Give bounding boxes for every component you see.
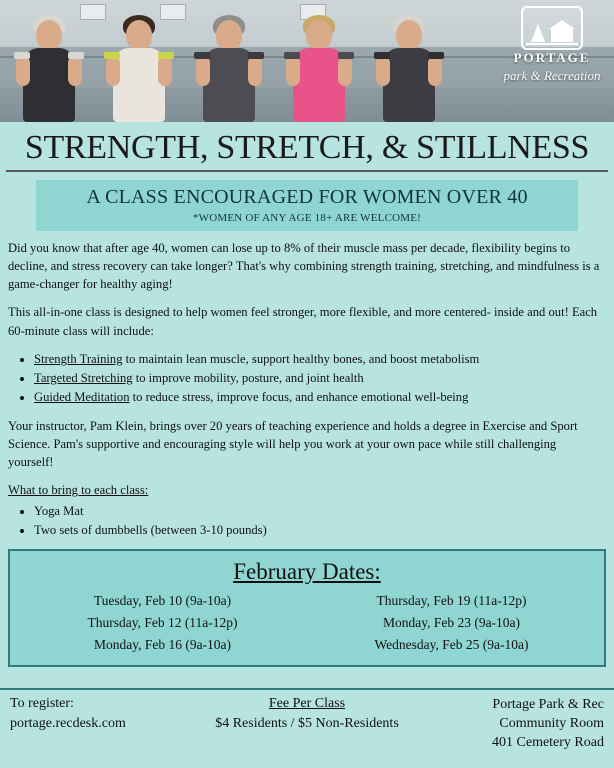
ground-line <box>526 43 578 45</box>
arm <box>16 56 30 86</box>
class-components-list <box>8 350 604 407</box>
date-item: Tuesday, Feb 10 (9a-10a) <box>93 593 232 609</box>
dumbbell-icon <box>248 52 264 59</box>
arm <box>158 56 172 86</box>
list-item-term: Guided Meditation <box>34 390 130 405</box>
paragraph-class-desc: This all-in-one class is designed to help women feel stronger, more flexible, and more centered- inside and out! Each 60-minute class will include: <box>8 305 598 338</box>
list-item-term: Strength Training <box>34 351 123 366</box>
logo-arc-text: PORTAGE <box>513 50 591 65</box>
list-item-term: Targeted Stretching <box>34 371 133 386</box>
register-url[interactable]: portage.recdesk.com <box>10 716 126 731</box>
arm <box>376 56 390 86</box>
register-heading: To register: <box>10 696 74 711</box>
dumbbell-icon <box>158 52 174 59</box>
fee-heading: Fee Per Class <box>268 696 346 711</box>
participant <box>96 14 182 122</box>
head <box>36 20 62 50</box>
date-item: Monday, Feb 16 (9a-10a) <box>93 637 232 653</box>
dates-panel <box>8 549 606 667</box>
list-item <box>34 388 604 406</box>
torso <box>203 48 255 122</box>
list-item-rest: to reduce stress, improve focus, and enhance emotional well-being <box>129 390 469 405</box>
dumbbell-icon <box>374 52 390 59</box>
bring-heading: What to bring to each class: <box>8 483 149 498</box>
header-photo <box>0 0 614 122</box>
torso <box>113 48 165 122</box>
list-item: • Yoga Mat <box>34 502 604 520</box>
torso <box>383 48 435 122</box>
dates-grid <box>18 593 596 653</box>
dumbbell-icon <box>194 52 210 59</box>
participant <box>366 14 452 122</box>
list-item <box>34 369 604 387</box>
head <box>126 20 152 50</box>
address-line-2: Community Room <box>499 715 604 731</box>
body-content <box>0 231 614 540</box>
paragraph-intro: Did you know that after age 40, women can lose up to 8% of their muscle mass per decade, flexibility begins to decline, and stress recovery can take longer? That's why combining strength training, stretching, and mindfulness is a game-changer for healthy aging! <box>8 240 600 292</box>
arm <box>106 56 120 86</box>
arm <box>428 56 442 86</box>
paragraph-instructor: Your instructor, Pam Klein, brings over 20 years of teaching experience and holds a degree in Exercise and Sport Science. Pam's supportive and encouraging style will help you work at your own pace while still challenging yourself! <box>8 418 578 470</box>
arm <box>286 56 300 86</box>
subtitle-banner <box>36 180 578 231</box>
torso <box>293 48 345 122</box>
dumbbell-icon <box>284 52 300 59</box>
arm <box>196 56 210 86</box>
dumbbell-icon <box>14 52 30 59</box>
portage-parks-logo <box>500 4 604 116</box>
arm <box>338 56 352 86</box>
list-item: • Two sets of dumbbells (between 3-10 pounds) <box>34 521 604 539</box>
park-badge-icon <box>521 6 583 50</box>
date-item: Wednesday, Feb 25 (9a-10a) <box>374 637 529 653</box>
logo-sub-text: park & Recreation <box>503 68 601 83</box>
participant <box>6 14 92 122</box>
head <box>306 20 332 50</box>
address-line-1: Portage Park & Rec <box>492 697 604 712</box>
subtitle: A CLASS ENCOURAGED FOR WOMEN OVER 40 <box>86 185 528 208</box>
arm <box>248 56 262 86</box>
footer-fee <box>208 696 406 732</box>
dumbbell-icon <box>104 52 120 59</box>
head <box>396 20 422 50</box>
dumbbell-icon <box>338 52 354 59</box>
fee-value: $4 Residents / $5 Non-Residents <box>215 716 399 731</box>
dumbbell-icon <box>68 52 84 59</box>
head <box>216 20 242 50</box>
participant <box>186 14 272 122</box>
date-item: Monday, Feb 23 (9a-10a) <box>382 615 521 631</box>
dumbbell-icon <box>428 52 444 59</box>
footer-address <box>406 696 604 753</box>
tree-icon <box>531 24 545 42</box>
list-item-rest: to improve mobility, posture, and joint health <box>132 371 364 386</box>
date-item: Thursday, Feb 19 (11a-12p) <box>376 593 527 609</box>
list-item-rest: to maintain lean muscle, support healthy bones, and boost metabolism <box>122 351 480 366</box>
arm <box>68 56 82 86</box>
participant <box>276 14 362 122</box>
subtitle-note: *WOMEN OF ANY AGE 18+ ARE WELCOME! <box>192 211 422 224</box>
footer <box>0 688 614 768</box>
footer-register <box>10 696 208 732</box>
date-item: Thursday, Feb 12 (11a-12p) <box>87 615 238 631</box>
dates-title: February Dates: <box>233 559 381 585</box>
house-icon <box>551 28 573 42</box>
list-item <box>34 350 604 368</box>
bring-list <box>8 502 604 540</box>
page-title: STRENGTH, STRETCH, & STILLNESS <box>6 122 608 172</box>
address-line-3: 401 Cemetery Road <box>492 734 604 750</box>
torso <box>23 48 75 122</box>
